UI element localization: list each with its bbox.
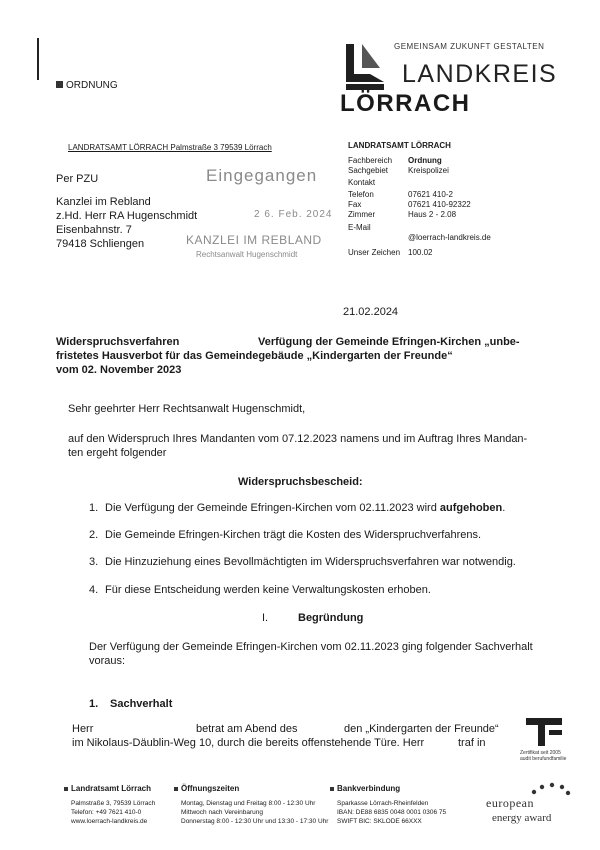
footer-col1 — [64, 784, 155, 826]
reason-line2: voraus: — [89, 655, 126, 667]
info-heading: LANDRATSAMT LÖRRACH — [348, 141, 451, 150]
footer-line: Palmstraße 3, 79539 Lörrach — [71, 800, 156, 807]
recipient-city: 79418 Schliengen — [56, 238, 145, 250]
footer-line: Telefon: +49 7621 410-0 — [71, 809, 142, 816]
facts-line1b: betrat am Abend des — [196, 723, 298, 735]
energy-award-stars-icon — [528, 782, 572, 798]
footer-line: SWIFT BIC: SKLODE 66XXX — [337, 818, 422, 825]
facts-line2b: traf in — [458, 737, 486, 749]
footer-lines — [64, 799, 155, 826]
stamp-sub: Rechtsanwalt Hugenschmidt — [196, 250, 298, 259]
square-icon — [64, 787, 68, 791]
logo-tagline: GEMEINSAM ZUKUNFT GESTALTEN — [394, 42, 545, 51]
info-value: 07621 410-2 — [408, 190, 453, 199]
info-value: Ordnung — [408, 156, 442, 165]
info-label: Sachgebiet — [348, 166, 389, 175]
logo-line2: LÖRRACH — [340, 90, 471, 117]
sender-line: LANDRATSAMT LÖRRACH Palmstraße 3 79539 Lörrach — [68, 143, 272, 152]
footer-lines — [174, 799, 328, 826]
stamp-received: Eingegangen — [206, 166, 318, 185]
delivery-method: Per PZU — [56, 173, 99, 185]
recipient-street: Eisenbahnstr. 7 — [56, 224, 132, 236]
info-value: Kreispolizei — [408, 166, 449, 175]
facts-line2a: im Nikolaus-Däublin-Weg 10, durch die bereits offenstehende Türe. Herr — [72, 737, 425, 749]
footer-line: Sparkasse Lörrach-Rheinfelden — [337, 800, 429, 807]
subject-line1a: Widerspruchsverfahren — [56, 336, 180, 348]
subject-line3: vom 02. November 2023 — [56, 364, 182, 376]
footer-title: Bankverbindung — [330, 784, 446, 793]
recipient-attn: z.Hd. Herr RA Hugenschmidt — [56, 210, 198, 222]
item-number: 3. — [89, 556, 99, 568]
facts-line1c: den „Kindergarten der Freunde“ — [344, 723, 499, 735]
reason-line1: Der Verfügung der Gemeinde Efringen-Kirchen vom 02.11.2023 ging folgender Sachverhalt — [89, 641, 533, 653]
salutation: Sehr geehrter Herr Rechtsanwalt Hugenschmidt, — [68, 403, 306, 415]
item-text: Die Verfügung der Gemeinde Efringen-Kirchen vom 02.11.2023 wird — [105, 502, 440, 514]
info-label: Unser Zeichen — [348, 248, 401, 257]
footer-line: Donnerstag 8:00 - 12:30 Uhr und 13:30 - 17:30 Uhr — [181, 818, 329, 825]
footer-line: Montag, Dienstag und Freitag 8:00 - 12:30 Uhr — [181, 800, 316, 807]
info-value: Haus 2 - 2.08 — [408, 210, 457, 219]
item-tail: . — [502, 502, 506, 514]
decision-item — [89, 529, 481, 541]
audit-caption-line1: Zertifikat seit 2005 — [520, 750, 561, 756]
stamp-date: 2 6. Feb. 2024 — [254, 209, 333, 220]
logo-mark-icon — [340, 40, 388, 92]
subsection-number: 1. — [89, 698, 99, 710]
info-label: Fachbereich — [348, 156, 393, 165]
facts-line1a: Herr — [72, 723, 94, 735]
info-value: 100.02 — [408, 248, 433, 257]
margin-mark — [37, 38, 39, 80]
footer-title: Landratsamt Lörrach — [64, 784, 155, 793]
footer-lines — [330, 799, 446, 826]
decision-item — [89, 584, 431, 596]
info-label: Zimmer — [348, 210, 376, 219]
footer-line: www.loerrach-landkreis.de — [71, 818, 148, 825]
square-icon — [56, 81, 63, 88]
audit-caption-line2: audit berufundfamilie — [520, 756, 567, 762]
footer-col2 — [174, 784, 328, 826]
footer-title: Öffnungszeiten — [174, 784, 328, 793]
info-label: Fax — [348, 200, 362, 209]
intro-line2: ten ergeht folgender — [68, 447, 167, 459]
item-text: Für diese Entscheidung werden keine Verwaltungskosten erhoben. — [105, 584, 431, 596]
info-label: Kontakt — [348, 178, 376, 187]
energy-award-line1: european — [486, 796, 534, 810]
subject-line2: fristetes Hausverbot für das Gemeindegebäude „Kindergarten der Freunde“ — [56, 350, 453, 362]
info-value: 07621 410-92322 — [408, 200, 471, 209]
energy-award-line2: energy award — [492, 812, 552, 824]
item-text: Die Gemeinde Efringen-Kirchen trägt die Kosten des Widerspruchverfahrens. — [105, 529, 482, 541]
decision-title: Widerspruchsbescheid: — [238, 476, 363, 488]
footer-line: IBAN: DE88 6835 0048 0001 0306 75 — [337, 809, 447, 816]
decision-item — [89, 556, 516, 568]
section-number: I. — [262, 612, 269, 624]
audit-logo-icon — [524, 716, 564, 748]
subject-line1b: Verfügung der Gemeinde Efringen-Kirchen „unbe- — [258, 336, 520, 348]
intro-line1: auf den Widerspruch Ihres Mandanten vom 07.12.2023 namens und im Auftrag Ihres Mandan- — [68, 433, 528, 445]
item-number: 4. — [89, 584, 99, 596]
department-tag: ORDNUNG — [56, 80, 118, 91]
square-icon — [174, 787, 178, 791]
info-label: E-Mail — [348, 223, 371, 232]
item-number: 2. — [89, 529, 99, 541]
footer-line: Mittwoch nach Vereinbarung — [181, 809, 264, 816]
item-number: 1. — [89, 502, 99, 514]
subsection-title: Sachverhalt — [110, 698, 173, 710]
info-value: @loerrach-landkreis.de — [408, 233, 491, 242]
square-icon — [330, 787, 334, 791]
stamp-firm: KANZLEI IM REBLAND — [186, 233, 322, 247]
footer-col3 — [330, 784, 446, 826]
logo-line1: LANDKREIS — [402, 60, 558, 88]
item-text: Die Hinzuziehung eines Bevollmächtigten im Widerspruchsverfahren war notwendig. — [105, 556, 516, 568]
decision-item — [89, 502, 505, 514]
item-bold: aufgehoben — [439, 502, 503, 514]
section-title: Begründung — [298, 612, 364, 624]
info-label: Telefon — [348, 190, 374, 199]
letter-date: 21.02.2024 — [343, 306, 399, 318]
recipient-name: Kanzlei im Rebland — [56, 196, 151, 208]
